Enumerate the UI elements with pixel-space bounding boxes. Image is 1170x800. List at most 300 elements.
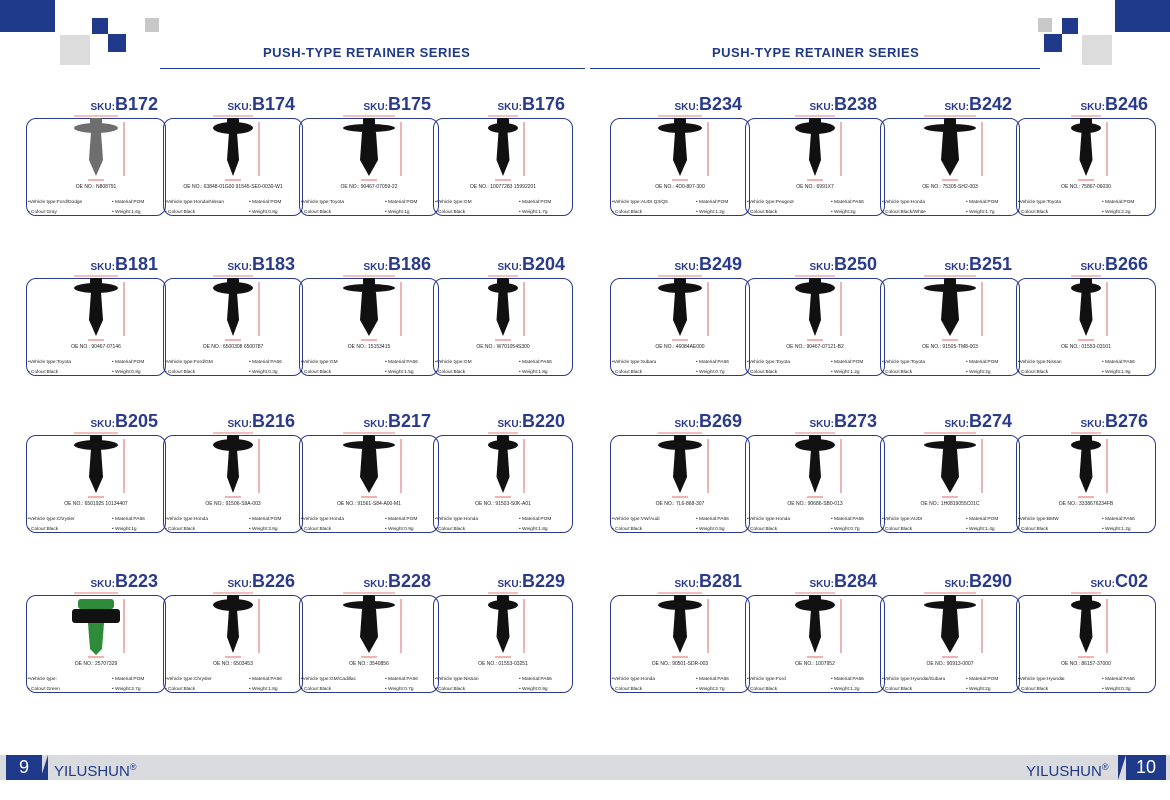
oe-number: OE NO.: 15153415 (347, 344, 391, 350)
vehicle-type: •Vehicle type:Ford (747, 677, 786, 682)
vehicle-type: •Vehicle type:Honda (435, 517, 479, 522)
sku-code: B228 (387, 571, 431, 591)
weight: • Weight:1g (112, 527, 137, 532)
oe-number: OE NO.: 01553-03251 (478, 661, 528, 667)
retainer-clip-image (321, 587, 417, 661)
sku-code: B217 (387, 411, 431, 431)
material: • Material:POM (519, 517, 552, 522)
sku-code: B250 (833, 254, 877, 274)
sku-code: B242 (968, 94, 1012, 114)
sku-prefix: SKU: (497, 579, 522, 590)
retainer-clip-image (455, 270, 551, 344)
product-card (433, 411, 573, 557)
product-card (163, 254, 303, 400)
oe-value: 6501925 10134407 (84, 501, 128, 507)
page-number-left: 9 (6, 755, 42, 780)
product-specs (747, 677, 881, 697)
product-specs (1018, 517, 1152, 537)
material: • Material:POM (966, 360, 999, 365)
product-card (610, 254, 750, 400)
vehicle-type: •Vehicle type:Chrysler (165, 677, 212, 682)
product-card (1016, 571, 1156, 717)
colour: • Colour:Black (28, 370, 59, 375)
material: • Material:PA66 (696, 677, 729, 682)
material: • Material:PA66 (385, 360, 418, 365)
material: • Material:PA66 (249, 677, 282, 682)
sku-prefix: SKU: (90, 419, 115, 430)
product-specs (28, 677, 162, 697)
product-card (610, 571, 750, 717)
weight: • Weight:2g (831, 210, 856, 215)
weight: • Weight:0.7g (831, 527, 860, 532)
retainer-clip-image (767, 110, 863, 184)
oe-value: 01553-03251 (498, 661, 528, 667)
product-specs (301, 360, 435, 380)
weight: • Weight:1g (385, 210, 410, 215)
sku-code: B220 (521, 411, 565, 431)
weight: • Weight:1.2g (696, 210, 725, 215)
product-specs (165, 360, 299, 380)
weight: • Weight:2.7g (112, 687, 141, 692)
sku-prefix: SKU: (809, 419, 834, 430)
product-card (1016, 411, 1156, 557)
oe-value: 1007952 (815, 661, 835, 667)
product-specs (747, 360, 881, 380)
product-card (745, 411, 885, 557)
material: • Material:POM (966, 200, 999, 205)
colour: • Colour:Black (28, 527, 59, 532)
sku-code: C02 (1114, 571, 1148, 591)
oe-value: 90913-0007 (946, 661, 974, 667)
colour: • Colour:Black (301, 527, 332, 532)
product-card (163, 94, 303, 240)
oe-value: 90686-SB0-013 (807, 501, 843, 507)
vehicle-type: •Vehicle type:Hyundai/Subaru (882, 677, 946, 682)
oe-value: 15153415 (368, 344, 391, 350)
oe-number: OE NO.: 75867-06030 (1061, 184, 1111, 190)
sku-code: B266 (1104, 254, 1148, 274)
sku-prefix: SKU: (674, 419, 699, 430)
oe-number: OE NO.: 46084AE000 (655, 344, 705, 350)
sku-prefix: SKU: (809, 262, 834, 273)
material: • Material:POM (249, 200, 282, 205)
colour: • Colour:Black (301, 370, 332, 375)
retainer-clip-image (455, 587, 551, 661)
material: • Material:POM (1102, 200, 1135, 205)
section-title-right: PUSH-TYPE RETAINER SERIES (712, 45, 920, 60)
product-card (26, 254, 166, 400)
product-specs (882, 360, 1016, 380)
oe-value: 3338676234FB (1079, 501, 1114, 507)
oe-number: OE NO.: 3338676234FB (1058, 501, 1114, 507)
weight: • Weight:1.8g (249, 687, 278, 692)
sku-code: B284 (833, 571, 877, 591)
retainer-clip-image (455, 427, 551, 501)
material: • Material:PA66 (519, 677, 552, 682)
weight: • Weight:2.7g (696, 687, 725, 692)
sku-code: B249 (698, 254, 742, 274)
colour: • Colour:Black/White (882, 210, 926, 215)
oe-value: 90467-07059-22 (360, 184, 398, 190)
product-specs (1018, 200, 1152, 220)
material: • Material:PA66 (696, 360, 729, 365)
sku-code: B204 (521, 254, 565, 274)
product-specs (28, 360, 162, 380)
retainer-clip-image (767, 587, 863, 661)
oe-value: 91503-S0K-A01 (495, 501, 531, 507)
product-card (745, 94, 885, 240)
product-specs (435, 677, 569, 697)
sku-code: B276 (1104, 411, 1148, 431)
colour: • Colour:Black (165, 687, 196, 692)
colour: • Colour:Black (747, 527, 778, 532)
material: • Material:PA66 (1102, 360, 1135, 365)
vehicle-type: •Vehicle type:Chrysler (28, 517, 75, 522)
material: • Material:POM (831, 360, 864, 365)
weight: • Weight:2g (966, 687, 991, 692)
material: • Material:POM (112, 360, 145, 365)
product-specs (612, 200, 746, 220)
weight: • Weight:1.8g (519, 370, 548, 375)
retainer-clip-image (321, 270, 417, 344)
sku-code: B290 (968, 571, 1012, 591)
sku-code: B216 (251, 411, 295, 431)
retainer-clip-image (632, 427, 728, 501)
retainer-clip-image (1038, 427, 1134, 501)
retainer-clip-image (1038, 587, 1134, 661)
brand-name: YILUSHUN (1026, 763, 1102, 780)
weight: • Weight:0.9g (519, 687, 548, 692)
retainer-clip-image (902, 110, 998, 184)
oe-value: 01553-03101 (1081, 344, 1111, 350)
colour: • Colour:Black (882, 370, 913, 375)
colour: • Colour:Black (435, 687, 466, 692)
oe-value: 91505-TM8-003 (942, 344, 978, 350)
vehicle-type: •Vehicle type:VW/Audi (612, 517, 660, 522)
sku-prefix: SKU: (227, 419, 252, 430)
sku-code: B174 (251, 94, 295, 114)
sku-prefix: SKU: (674, 102, 699, 113)
colour: • Colour:Black (882, 527, 913, 532)
weight: • Weight:0.7g (696, 370, 725, 375)
weight: • Weight:1.7g (966, 210, 995, 215)
material: • Material:POM (519, 200, 552, 205)
product-card (1016, 94, 1156, 240)
retainer-clip-image (48, 110, 144, 184)
material: • Material:POM (249, 517, 282, 522)
page-number-right: 10 (1126, 755, 1166, 780)
oe-number: OE NO.: 4D0-807-300 (655, 184, 705, 190)
weight: • Weight:2.2g (1102, 210, 1131, 215)
product-card (299, 411, 439, 557)
colour: • Colour:Black (435, 210, 466, 215)
oe-number: OE NO.: 6991X7 (796, 184, 834, 190)
sku-code: B181 (114, 254, 158, 274)
header-rule-right (590, 68, 1040, 69)
product-card (880, 94, 1020, 240)
sku-code: B223 (114, 571, 158, 591)
oe-number: OE NO.: 3540856 (349, 661, 389, 667)
oe-value: 90501-SDR-003 (672, 661, 709, 667)
vehicle-type: •Vehicle type:GM (301, 360, 338, 365)
retainer-clip-image (185, 587, 281, 661)
material: • Material:PA66 (831, 517, 864, 522)
sku-prefix: SKU: (363, 102, 388, 113)
retainer-clip-image (632, 270, 728, 344)
retainer-clip-image (455, 110, 551, 184)
weight: • Weight:0.5g (696, 527, 725, 532)
brand-left (54, 756, 137, 783)
vehicle-type: •Vehicle type: (28, 677, 57, 682)
product-specs (435, 517, 569, 537)
oe-number: OE NO.: 90501-SDR-003 (651, 661, 709, 667)
weight: • Weight:1.2g (831, 687, 860, 692)
weight: • Weight:1.6g (112, 210, 141, 215)
oe-number: OE NO.: 91561-S84-A00-M1 (337, 501, 401, 507)
vehicle-type: •Vehicle type:Nissan (435, 677, 479, 682)
footer-bar (0, 755, 1170, 780)
colour: • Colour:Black (747, 210, 778, 215)
retainer-clip-image (48, 270, 144, 344)
vehicle-type: •Vehicle type:GM (435, 360, 472, 365)
vehicle-type: •Vehicle type:GM (435, 200, 472, 205)
material: • Material:PA66 (831, 677, 864, 682)
product-card (163, 411, 303, 557)
product-specs (165, 517, 299, 537)
oe-number: OE NO.: 90913-0007 (926, 661, 974, 667)
material: • Material:POM (112, 677, 145, 682)
product-card (26, 94, 166, 240)
sku-prefix: SKU: (90, 262, 115, 273)
vehicle-type: •Vehicle type:Ford/GM (165, 360, 213, 365)
product-specs (165, 677, 299, 697)
product-specs (435, 200, 569, 220)
weight: • Weight:0.3g (1102, 687, 1131, 692)
product-card (433, 571, 573, 717)
retainer-clip-image (185, 270, 281, 344)
product-specs (612, 677, 746, 697)
oe-value: 63848-01G00 91545-SE0-0030-W1 (203, 184, 283, 190)
vehicle-type: •Vehicle type:Honda (165, 517, 209, 522)
retainer-clip-image (321, 110, 417, 184)
weight: • Weight:1.5g (385, 370, 414, 375)
retainer-clip-image (902, 587, 998, 661)
retainer-clip-image (1038, 270, 1134, 344)
colour: • Colour:Green (28, 687, 60, 692)
retainer-clip-image (185, 427, 281, 501)
sku-code: B238 (833, 94, 877, 114)
product-specs (301, 517, 435, 537)
registered-mark: ® (129, 762, 137, 772)
sku-code: B183 (251, 254, 295, 274)
retainer-clip-image (185, 110, 281, 184)
material: • Material:POM (385, 517, 418, 522)
oe-value: 75305-SH2-003 (942, 184, 978, 190)
sku-code: B246 (1104, 94, 1148, 114)
product-specs (165, 200, 299, 220)
oe-number: OE NO.: 90686-SB0-013 (787, 501, 843, 507)
retainer-clip-image (767, 270, 863, 344)
material: • Material:PA66 (112, 517, 145, 522)
oe-number: OE NO.: 90467-07146 (71, 344, 121, 350)
oe-value: 6500308 6500787 (222, 344, 264, 350)
colour: • Colour:Black (612, 210, 643, 215)
oe-value: 3540856 (369, 661, 389, 667)
material: • Material:PA66 (1102, 517, 1135, 522)
sku-code: B175 (387, 94, 431, 114)
product-card (745, 254, 885, 400)
product-card (299, 571, 439, 717)
sku-code: B274 (968, 411, 1012, 431)
sku-prefix: SKU: (90, 102, 115, 113)
vehicle-type: •Vehicle type:Toyota (301, 200, 345, 205)
sku-prefix: SKU: (363, 579, 388, 590)
section-title-left: PUSH-TYPE RETAINER SERIES (263, 45, 471, 60)
vehicle-type: •Vehicle type:AUDI Q3/Q5 (612, 200, 668, 205)
product-card (433, 94, 573, 240)
oe-number: OE NO.: 1007952 (795, 661, 835, 667)
product-specs (747, 200, 881, 220)
sku-code: B273 (833, 411, 877, 431)
retainer-clip-image (48, 427, 144, 501)
oe-number: OE NO.: 01553-03101 (1061, 344, 1111, 350)
material: • Material:POM (966, 517, 999, 522)
sku-prefix: SKU: (944, 102, 969, 113)
oe-value: 1H0819055C01C (940, 501, 980, 507)
product-card (299, 254, 439, 400)
sku-code: B205 (114, 411, 158, 431)
sku-code: B172 (114, 94, 158, 114)
sku-prefix: SKU: (363, 419, 388, 430)
sku-prefix: SKU: (1080, 102, 1105, 113)
oe-value: 6503453 (233, 661, 253, 667)
oe-value: W701054S300 (496, 344, 530, 350)
product-specs (747, 517, 881, 537)
sku-prefix: SKU: (944, 262, 969, 273)
brand-name: YILUSHUN (54, 763, 130, 780)
vehicle-type: •Vehicle type:Honda/Nissan (165, 200, 225, 205)
product-card (610, 94, 750, 240)
colour: • Colour:Black (1018, 370, 1049, 375)
product-card (880, 571, 1020, 717)
footer-slash-left (40, 755, 48, 780)
header-rule-left (160, 68, 585, 69)
product-specs (28, 200, 162, 220)
vehicle-type: •Vehicle type:BMW (1018, 517, 1059, 522)
colour: • Colour:Black (1018, 210, 1049, 215)
sku-prefix: SKU: (497, 419, 522, 430)
retainer-clip-image (48, 587, 144, 661)
sku-prefix: SKU: (90, 579, 115, 590)
oe-number: OE NO.: 90467-07059-22 (340, 184, 398, 190)
weight: • Weight:0.8g (249, 210, 278, 215)
vehicle-type: •Vehicle type:Toyota (882, 360, 926, 365)
oe-number: OE NO.: W701054S300 (476, 344, 530, 350)
weight: • Weight:0.3g (249, 370, 278, 375)
colour: • Colour:Gray (28, 210, 57, 215)
oe-value: 7L6-868-307 (675, 501, 705, 507)
sku-prefix: SKU: (497, 262, 522, 273)
material: • Material:PA66 (831, 200, 864, 205)
sku-code: B234 (698, 94, 742, 114)
material: • Material:PA66 (249, 360, 282, 365)
product-card (1016, 254, 1156, 400)
corner-decoration-left (0, 0, 160, 70)
weight: • Weight:1.9g (1102, 370, 1131, 375)
sku-code: B186 (387, 254, 431, 274)
oe-number: OE NO.: 63848-01G00 91545-SE0-0030-W1 (183, 184, 283, 190)
oe-value: 25707329 (95, 661, 118, 667)
oe-value: 91506-S9A-003 (225, 501, 261, 507)
oe-number: OE NO.: 7L6-868-307 (655, 501, 705, 507)
sku-prefix: SKU: (1080, 419, 1105, 430)
vehicle-type: •Vehicle type:Hyundai (1018, 677, 1065, 682)
sku-prefix: SKU: (1080, 262, 1105, 273)
colour: • Colour:Black (1018, 527, 1049, 532)
vehicle-type: •Vehicle type:Toyota (747, 360, 791, 365)
vehicle-type: •Vehicle type:Subaru (612, 360, 657, 365)
oe-number: OE NO.: 91503-S0K-A01 (475, 501, 531, 507)
oe-number: OE NO.: N808791 (75, 184, 117, 190)
sku-prefix: SKU: (809, 579, 834, 590)
oe-number: OE NO.: 86157-37000 (1061, 661, 1111, 667)
material: • Material:PA66 (519, 360, 552, 365)
sku-code: B229 (521, 571, 565, 591)
material: • Material:POM (696, 200, 729, 205)
product-card (745, 571, 885, 717)
oe-number: OE NO.: 6501925 10134407 (64, 501, 128, 507)
colour: • Colour:Black (165, 370, 196, 375)
sku-prefix: SKU: (227, 262, 252, 273)
colour: • Colour:Black (435, 370, 466, 375)
sku-prefix: SKU: (674, 579, 699, 590)
weight: • Weight:1.8g (519, 527, 548, 532)
sku-code: B281 (698, 571, 742, 591)
brand-right (1026, 756, 1109, 783)
oe-number: OE NO.: 6503453 (213, 661, 253, 667)
oe-number: OE NO.: 75305-SH2-003 (922, 184, 978, 190)
product-specs (882, 677, 1016, 697)
retainer-clip-image (767, 427, 863, 501)
product-specs (1018, 360, 1152, 380)
colour: • Colour:Black (612, 527, 643, 532)
vehicle-type: •Vehicle type:Ford/Dodge (28, 200, 83, 205)
oe-number: OE NO.: 91505-TM8-003 (922, 344, 978, 350)
product-specs (28, 517, 162, 537)
colour: • Colour:Black (301, 687, 332, 692)
weight: • Weight:1.4g (966, 527, 995, 532)
sku-prefix: SKU: (809, 102, 834, 113)
product-card (433, 254, 573, 400)
product-card (299, 94, 439, 240)
vehicle-type: •Vehicle type:Honda (301, 517, 345, 522)
product-card (26, 571, 166, 717)
oe-value: 46084AE000 (675, 344, 705, 350)
sku-prefix: SKU: (497, 102, 522, 113)
colour: • Colour:Black (747, 687, 778, 692)
material: • Material:POM (966, 677, 999, 682)
product-specs (612, 517, 746, 537)
colour: • Colour:Black (435, 527, 466, 532)
product-specs (612, 360, 746, 380)
retainer-clip-image (632, 110, 728, 184)
oe-number: OE NO.: 6500308 6500787 (202, 344, 264, 350)
oe-value: 90467-07146 (91, 344, 121, 350)
sku-prefix: SKU: (227, 102, 252, 113)
weight: • Weight:1.2g (831, 370, 860, 375)
vehicle-type: •Vehicle type:Honda (747, 517, 791, 522)
sku-code: B176 (521, 94, 565, 114)
